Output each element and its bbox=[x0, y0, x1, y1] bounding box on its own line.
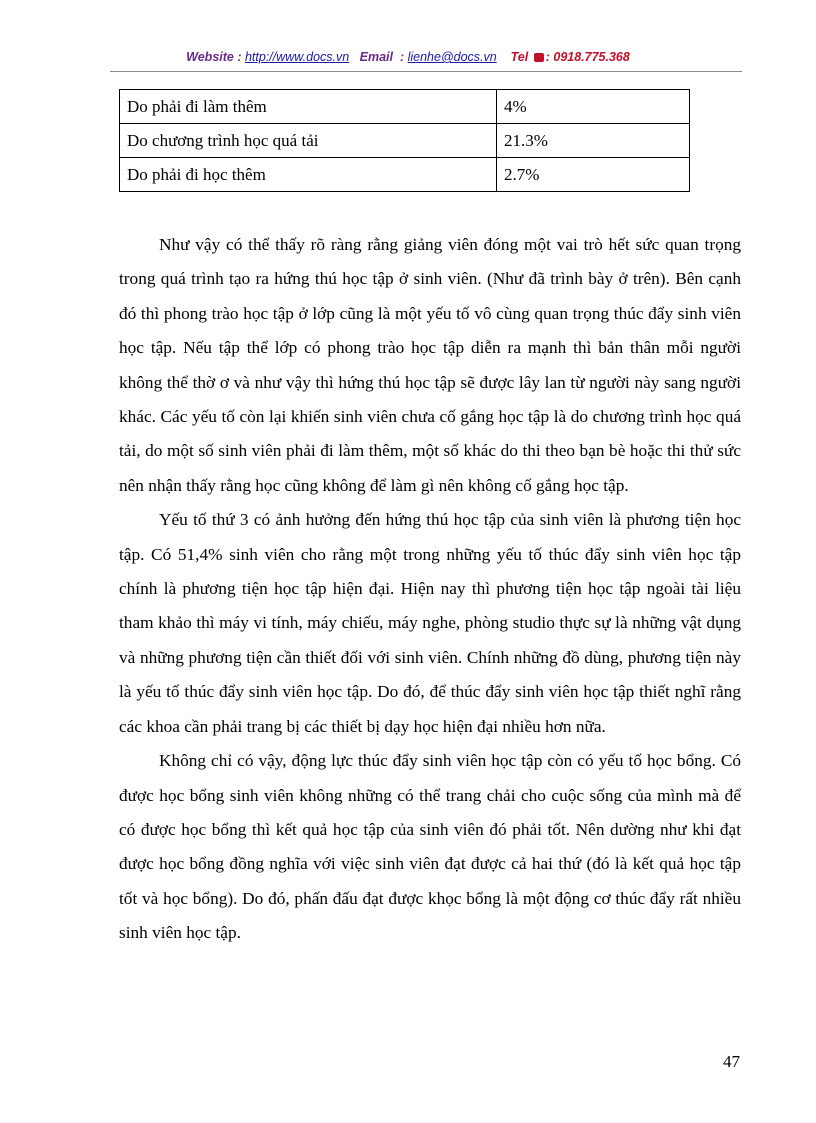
email-separator: : bbox=[399, 50, 405, 64]
table-cell-value: 4% bbox=[497, 90, 690, 124]
header-divider bbox=[110, 71, 742, 72]
table-cell-label: Do chương trình học quá tải bbox=[120, 124, 497, 158]
paragraph: Như vậy có thể thấy rõ ràng rằng giảng viên đóng một vai trò hết sức quan trọng trong quá trình tạo ra hứng thú học tập ở sinh viên. (Như đã trình bày ở trên). Bên cạnh đó thì phong trào học tập ở lớp cũng là một yếu tố vô cùng quan trọng thúc đẩy sinh viên học tập. Nếu tập thể lớp có phong trào học tập diễn ra mạnh thì bản thân mỗi người không thể thờ ơ và như vậy thì hứng thú học tập sẽ được lây lan từ người này sang người khác. Các yếu tố còn lại khiến sinh viên chưa cố gắng học tập là do chương trình học quá tải, do một số sinh viên phải đi làm thêm, một số khác do thi theo bạn bè hoặc thi thử sức nên nhận thấy rằng học cũng không để làm gì nên không cố gắng học tập. bbox=[119, 235, 741, 495]
phone-number: : 0918.775.368 bbox=[545, 50, 630, 64]
paragraph: Yếu tố thứ 3 có ảnh hưởng đến hứng thú học tập của sinh viên là phương tiện học tập. Có 51,4% sinh viên cho rằng một trong những yếu tố thúc đẩy sinh viên học tập chính là phương tiện học tập hiện đại. Hiện nay thì phương tiện học tập ngoài tài liệu tham khảo thì máy vi tính, máy chiếu, máy nghe, phòng studio thực sự là những vật dụng và những phương tiện cần thiết đối với sinh viên. Chính những đồ dùng, phương tiện này là yếu tố thúc đẩy sinh viên học tập. Do đó, để thúc đẩy sinh viên học tập thiết nghĩ rằng các khoa cần phải trang bị các thiết bị dạy học hiện đại nhiều hơn nữa. bbox=[119, 510, 741, 736]
stats-table bbox=[119, 89, 690, 192]
table-cell-value: 2.7% bbox=[497, 158, 690, 192]
website-link[interactable]: http://www.docs.vn bbox=[244, 50, 350, 64]
paragraph: Không chỉ có vậy, động lực thúc đẩy sinh viên học tập còn có yếu tố học bổng. Có được học bổng sinh viên không những có thể trang chải cho cuộc sống của mình mà để có được học bổng thì kết quả học tập của sinh viên đó phải tốt. Nên dường như khi đạt được học bổng đồng nghĩa với việc sinh viên đạt được cả hai thứ (đó là kết quả học tập tốt và học bổng). Do đó, phấn đấu đạt được khọc bổng là một động cơ thúc đẩy rất nhiều sinh viên học tập. bbox=[119, 751, 741, 943]
table-row bbox=[120, 124, 690, 158]
table-cell-label: Do phải đi học thêm bbox=[120, 158, 497, 192]
website-label: Website : bbox=[186, 50, 242, 64]
page-header bbox=[0, 50, 816, 64]
tel-label: Tel bbox=[510, 50, 529, 64]
email-link[interactable]: lienhe@docs.vn bbox=[407, 50, 497, 64]
email-label: Email bbox=[359, 50, 393, 64]
body-text bbox=[119, 228, 741, 951]
table-row bbox=[120, 158, 690, 192]
telephone-icon bbox=[534, 53, 544, 62]
table-cell-value: 21.3% bbox=[497, 124, 690, 158]
table-cell-label: Do phải đi làm thêm bbox=[120, 90, 497, 124]
table-row bbox=[120, 90, 690, 124]
page-number: 47 bbox=[723, 1052, 740, 1071]
